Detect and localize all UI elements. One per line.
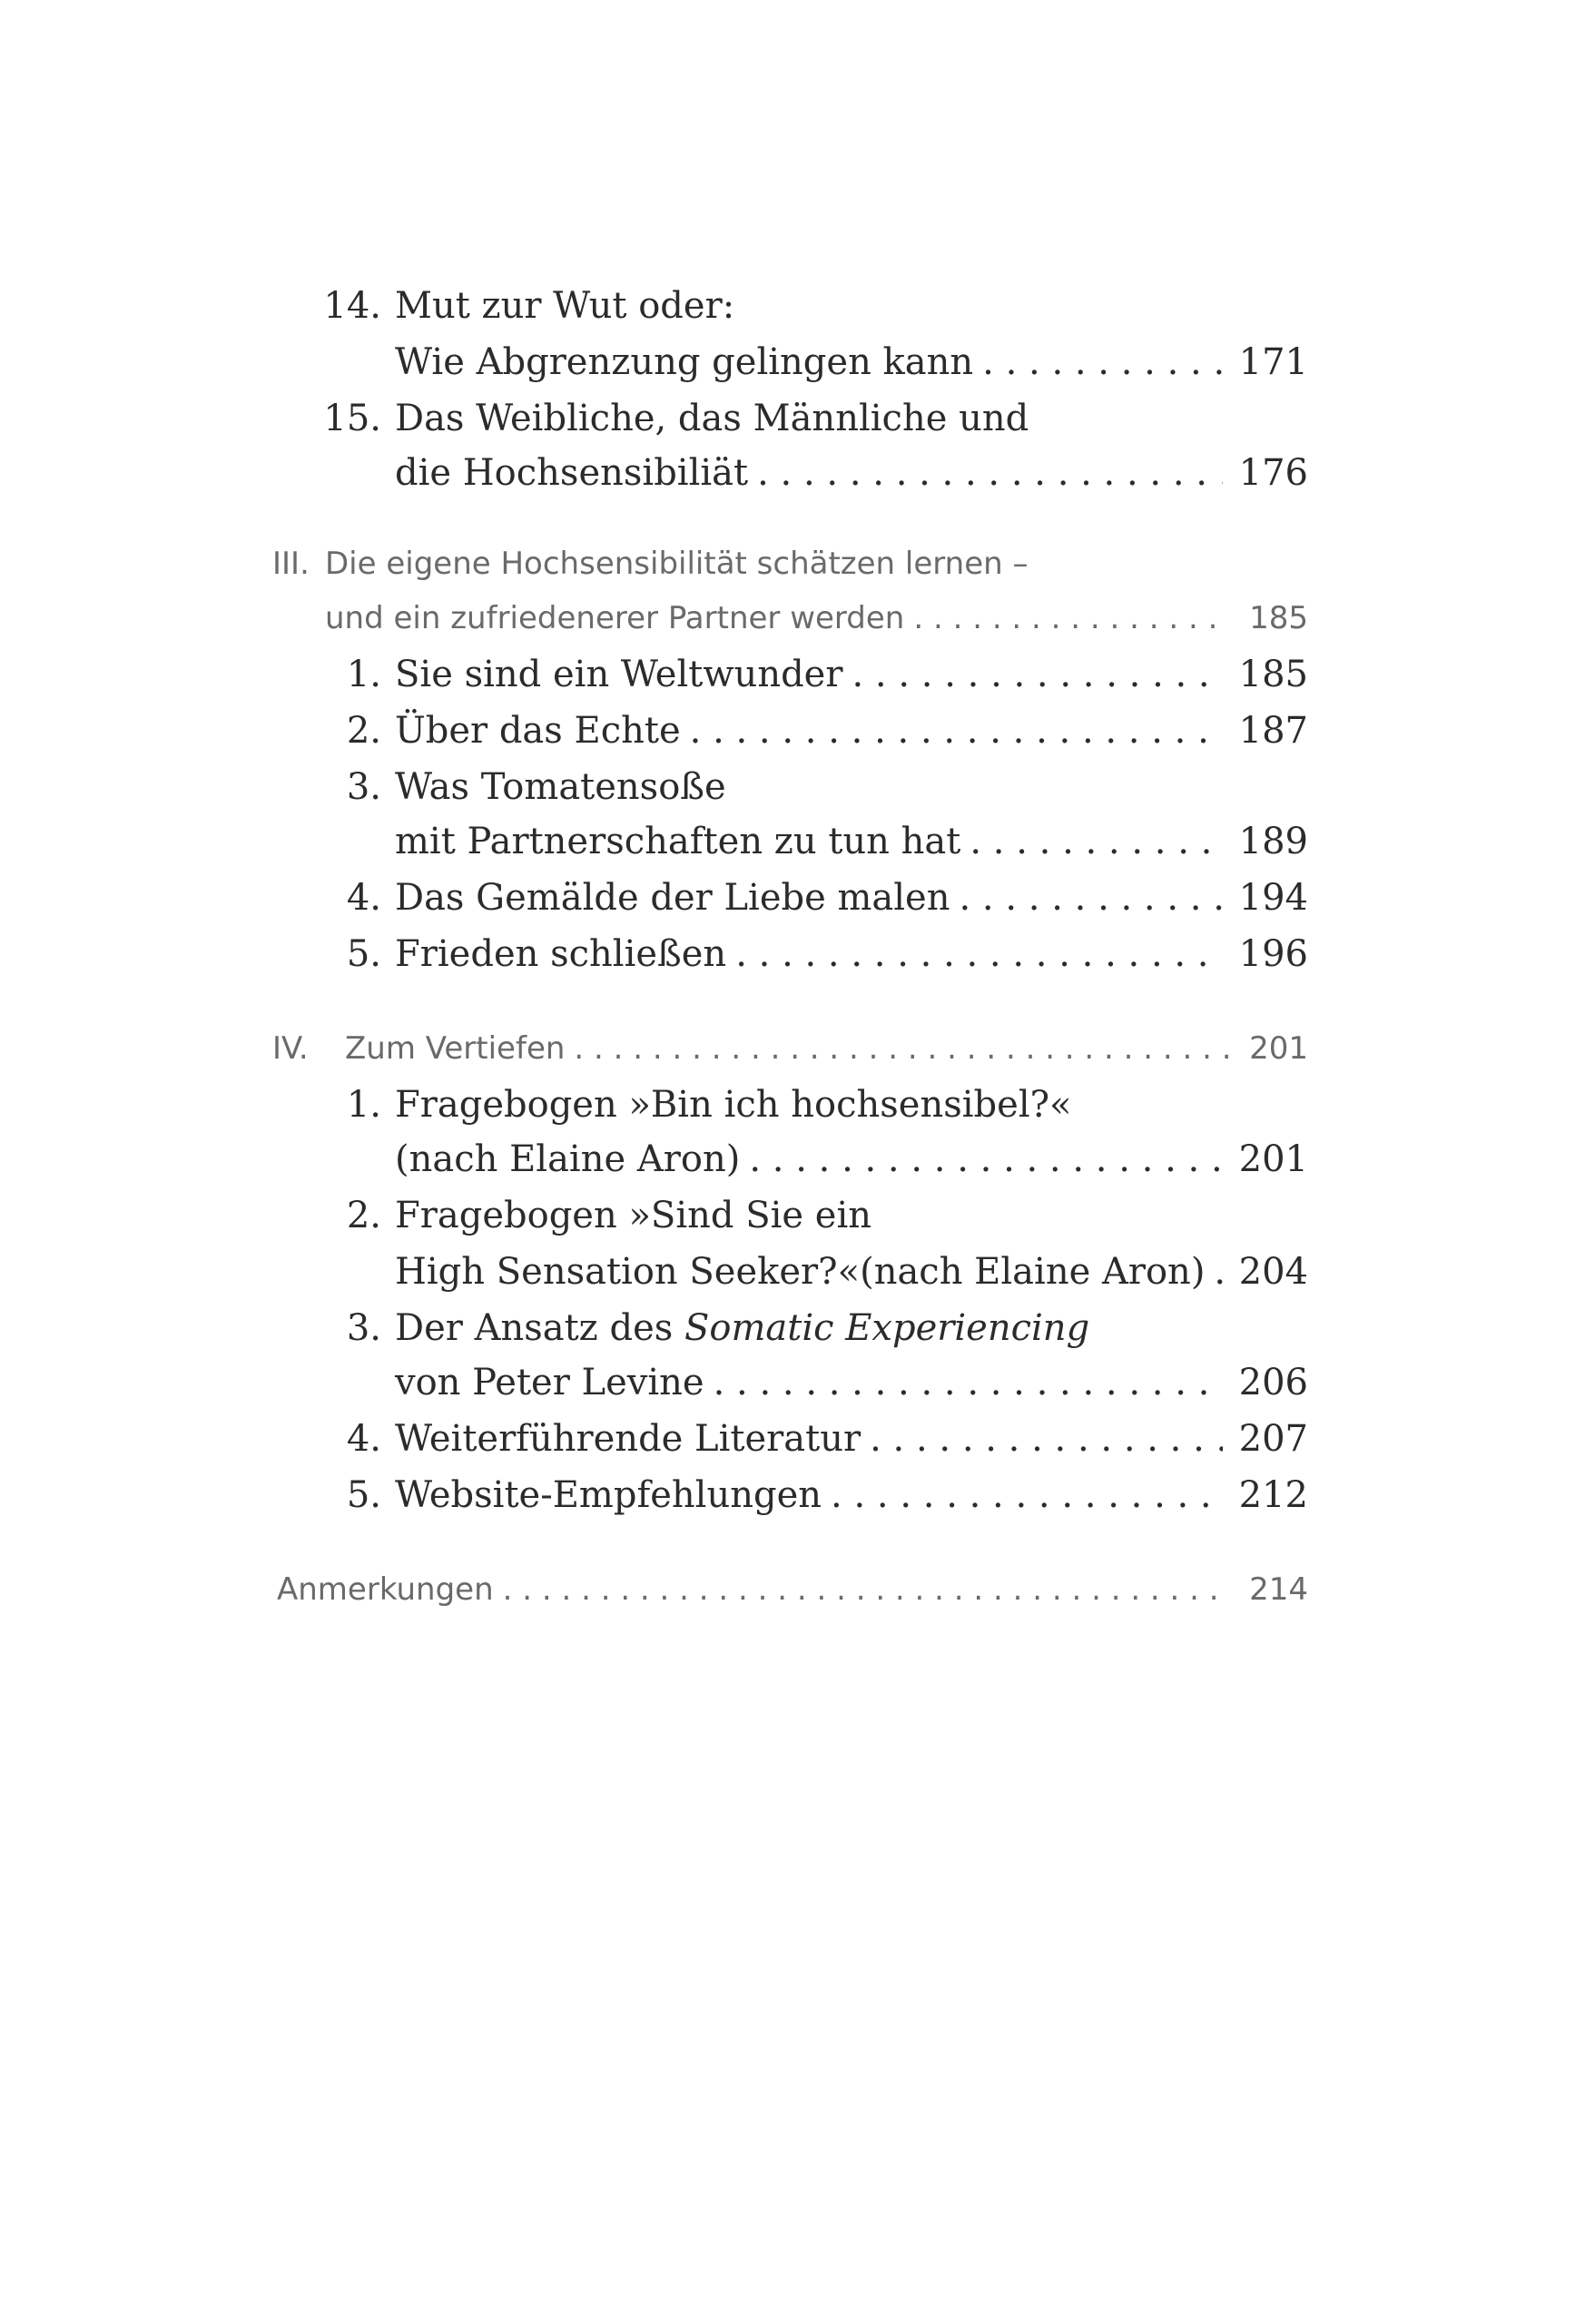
toc-page-number: 207 (1238, 1418, 1308, 1460)
toc-page-number: 206 (1238, 1362, 1308, 1403)
toc-section-III-cont (0, 590, 1585, 646)
toc-title: die Hochsensibiliät (395, 452, 749, 494)
toc-number: 1. (346, 1084, 381, 1126)
toc-entry-IV-3-cont (0, 1354, 1585, 1411)
toc-number: 1. (346, 654, 381, 695)
toc-title: High Sensation Seeker?«(nach Elaine Aron) (395, 1251, 1206, 1293)
dot-leader (870, 1411, 1223, 1467)
dot-leader (714, 1354, 1223, 1411)
toc-page-number: 201 (1238, 1138, 1308, 1180)
toc-title: Weiterführende Literatur (395, 1418, 861, 1460)
toc-title: Fragebogen »Bin ich hochsensibel?« (395, 1084, 1072, 1126)
dot-leader (852, 646, 1222, 703)
toc-entry-III-4 (0, 870, 1585, 926)
toc-entry-III-2 (0, 703, 1585, 759)
toc-section-IV (0, 1020, 1585, 1077)
dot-leader (970, 813, 1222, 870)
dot-leader (982, 334, 1222, 390)
toc-page-number: 185 (1249, 600, 1308, 636)
dot-leader (757, 445, 1223, 501)
toc-title: Frieden schließen (395, 933, 727, 975)
toc-entry-15 (0, 390, 1585, 447)
toc-section-notes (0, 1561, 1585, 1618)
toc-number: 5. (346, 1474, 381, 1516)
toc-title: Das Gemälde der Liebe malen (395, 877, 950, 919)
toc-entry-IV-1 (0, 1077, 1585, 1133)
toc-page-number: 204 (1238, 1251, 1308, 1293)
dot-leader (690, 703, 1223, 759)
toc-page-number: 189 (1238, 821, 1308, 862)
toc-number: 4. (346, 877, 381, 919)
toc-title: Website-Empfehlungen (395, 1474, 822, 1516)
toc-title: Wie Abgrenzung gelingen kann (395, 341, 974, 383)
toc-section-title: Anmerkungen (277, 1571, 494, 1608)
toc-title (395, 1300, 1089, 1356)
toc-page-number: 194 (1238, 877, 1308, 919)
toc-title: (nach Elaine Aron) (395, 1138, 741, 1180)
toc-entry-IV-1-cont (0, 1131, 1585, 1187)
dot-leader (913, 590, 1228, 646)
toc-page-number: 176 (1238, 452, 1308, 494)
toc-entry-III-3 (0, 759, 1585, 815)
toc-number: 5. (346, 933, 381, 975)
toc-entry-15-cont (0, 445, 1585, 501)
dot-leader (749, 1131, 1222, 1187)
dot-leader (574, 1020, 1228, 1077)
toc-section-number: IV. (272, 1030, 309, 1067)
dot-leader (959, 870, 1222, 926)
toc-entry-IV-4 (0, 1411, 1585, 1467)
toc-title: Das Weibliche, das Männliche und (395, 398, 1029, 439)
toc-page-number: 201 (1249, 1030, 1308, 1067)
toc-number: 15. (323, 398, 381, 439)
dot-leader (503, 1561, 1228, 1618)
toc-page-number: 187 (1238, 710, 1308, 752)
toc-page-number: 171 (1238, 341, 1308, 383)
toc-page-number: 212 (1238, 1474, 1308, 1516)
toc-title: Fragebogen »Sind Sie ein (395, 1195, 871, 1236)
toc-title: mit Partnerschaften zu tun hat (395, 821, 961, 862)
toc-section-title: Die eigene Hochsensibilität schätzen lernen – (325, 546, 1029, 582)
toc-page-number: 196 (1238, 933, 1308, 975)
toc-title: Sie sind ein Weltwunder (395, 654, 843, 695)
toc-title-part: Der Ansatz des (395, 1307, 684, 1349)
toc-title: von Peter Levine (395, 1362, 704, 1403)
toc-entry-IV-3 (0, 1300, 1585, 1356)
toc-section-title: und ein zufriedenerer Partner werden (325, 600, 905, 636)
toc-page-number: 214 (1249, 1571, 1308, 1608)
toc-entry-IV-2 (0, 1187, 1585, 1244)
toc-entry-IV-2-cont (0, 1244, 1585, 1300)
toc-title: Was Tomatensoße (395, 766, 726, 808)
toc-entry-III-3-cont (0, 813, 1585, 870)
toc-section-number: III. (272, 546, 310, 582)
toc-entry-14 (0, 278, 1585, 334)
toc-title: Über das Echte (395, 710, 681, 752)
toc-number: 2. (346, 710, 381, 752)
dot-leader (1214, 1244, 1222, 1300)
toc-number: 3. (346, 766, 381, 808)
dot-leader (831, 1467, 1223, 1523)
toc-entry-IV-5 (0, 1467, 1585, 1523)
toc-title: Mut zur Wut oder: (395, 285, 735, 327)
toc-page-number: 185 (1238, 654, 1308, 695)
toc-entry-III-5 (0, 926, 1585, 982)
toc-number: 14. (323, 285, 381, 327)
toc-number: 4. (346, 1418, 381, 1460)
toc-number: 3. (346, 1307, 381, 1349)
toc-title-italic: Somatic Experiencing (684, 1307, 1090, 1349)
dot-leader (735, 926, 1222, 982)
toc-section-title: Zum Vertiefen (345, 1030, 566, 1067)
toc-entry-14-cont (0, 334, 1585, 390)
toc-section-III (0, 536, 1585, 592)
toc-number: 2. (346, 1195, 381, 1236)
toc-entry-III-1 (0, 646, 1585, 703)
